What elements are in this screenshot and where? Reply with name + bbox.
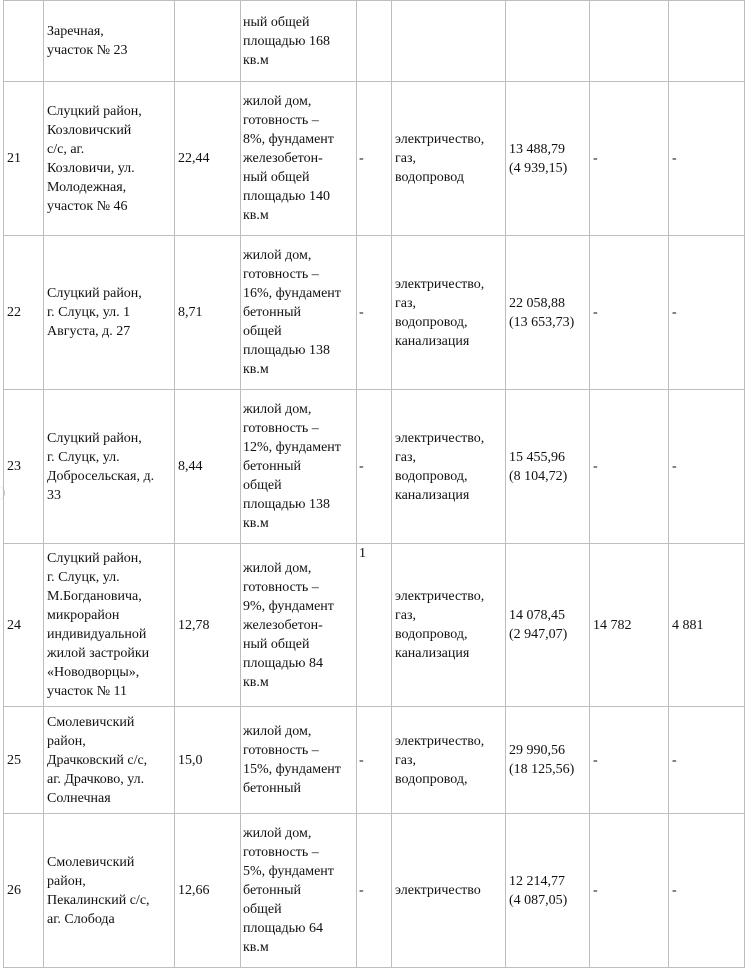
row-number: 23 (4, 390, 44, 544)
col8-cell: - (590, 814, 669, 968)
count-cell: - (357, 236, 392, 390)
description-cell: жилой дом, готовность – 12%, фундамент бетонный общей площадью 138 кв.м (241, 390, 357, 544)
description-cell: ный общей площадью 168 кв.м (241, 1, 357, 82)
col9-cell: - (669, 707, 745, 814)
utilities-cell: электричество, газ, водопровод, (392, 707, 506, 814)
utilities-cell: электричество, газ, водопровод, канализация (392, 390, 506, 544)
table-row (4, 236, 745, 390)
value-cell: 12 214,77 (4 087,05) (506, 814, 590, 968)
utilities-cell: электричество, газ, водопровод (392, 82, 506, 236)
table-row (4, 82, 745, 236)
area-cell: 8,44 (175, 390, 241, 544)
utilities-cell: электричество, газ, водопровод, канализация (392, 544, 506, 707)
address-cell: Слуцкий район, Козловичский с/с, аг. Козловичи, ул. Молодежная, участок № 46 (44, 82, 175, 236)
col8-cell: - (590, 82, 669, 236)
table-row (4, 1, 745, 82)
count-cell: - (357, 707, 392, 814)
value-cell: 22 058,88 (13 653,73) (506, 236, 590, 390)
address-cell: Смолевичский район, Драчковский с/с, аг. Драчково, ул. Солнечная (44, 707, 175, 814)
area-cell (175, 1, 241, 82)
description-cell: жилой дом, готовность – 15%, фундамент бетонный (241, 707, 357, 814)
col8-cell: - (590, 390, 669, 544)
col9-cell: - (669, 390, 745, 544)
count-cell: - (357, 814, 392, 968)
area-cell: 12,66 (175, 814, 241, 968)
col9-cell: - (669, 236, 745, 390)
address-cell: Смолевичский район, Пекалинский с/с, аг. Слобода (44, 814, 175, 968)
area-cell: 8,71 (175, 236, 241, 390)
table-row (4, 814, 745, 968)
description-cell: жилой дом, готовность – 9%, фундамент железобетон- ный общей площадью 84 кв.м (241, 544, 357, 707)
col9-cell (669, 1, 745, 82)
count-cell: - (357, 390, 392, 544)
col9-cell: - (669, 814, 745, 968)
value-cell: 15 455,96 (8 104,72) (506, 390, 590, 544)
area-cell: 12,78 (175, 544, 241, 707)
address-cell: Слуцкий район, г. Слуцк, ул. 1 Августа, д. 27 (44, 236, 175, 390)
table-row (4, 707, 745, 814)
col8-cell: - (590, 236, 669, 390)
value-cell (506, 1, 590, 82)
property-table (3, 0, 745, 968)
count-cell (357, 1, 392, 82)
row-number (4, 1, 44, 82)
address-cell: Слуцкий район, г. Слуцк, ул. Добросельская, д. 33 (44, 390, 175, 544)
description-cell: жилой дом, готовность – 16%, фундамент бетонный общей площадью 138 кв.м (241, 236, 357, 390)
col9-cell: 4 881 (669, 544, 745, 707)
address-cell: Слуцкий район, г. Слуцк, ул. М.Богдановича, микрорайон индивидуальной жилой застройки «Новодворцы», участок № 11 (44, 544, 175, 707)
value-cell: 13 488,79 (4 939,15) (506, 82, 590, 236)
row-number: 25 (4, 707, 44, 814)
utilities-cell: электричество (392, 814, 506, 968)
row-number: 22 (4, 236, 44, 390)
value-cell: 29 990,56 (18 125,56) (506, 707, 590, 814)
area-cell: 22,44 (175, 82, 241, 236)
row-number: 24 (4, 544, 44, 707)
row-number: 26 (4, 814, 44, 968)
utilities-cell: электричество, газ, водопровод, канализация (392, 236, 506, 390)
description-cell: жилой дом, готовность – 8%, фундамент железобетон- ный общей площадью 140 кв.м (241, 82, 357, 236)
area-cell: 15,0 (175, 707, 241, 814)
table-row (4, 544, 745, 707)
col8-cell: 14 782 (590, 544, 669, 707)
description-cell: жилой дом, готовность – 5%, фундамент бетонный общей площадью 64 кв.м (241, 814, 357, 968)
table-row (4, 390, 745, 544)
col8-cell: - (590, 707, 669, 814)
row-number: 21 (4, 82, 44, 236)
value-cell: 14 078,45 (2 947,07) (506, 544, 590, 707)
utilities-cell (392, 1, 506, 82)
address-cell: Заречная, участок № 23 (44, 1, 175, 82)
count-cell: - (357, 82, 392, 236)
count-cell: 1 (357, 544, 392, 707)
col8-cell (590, 1, 669, 82)
col9-cell: - (669, 82, 745, 236)
